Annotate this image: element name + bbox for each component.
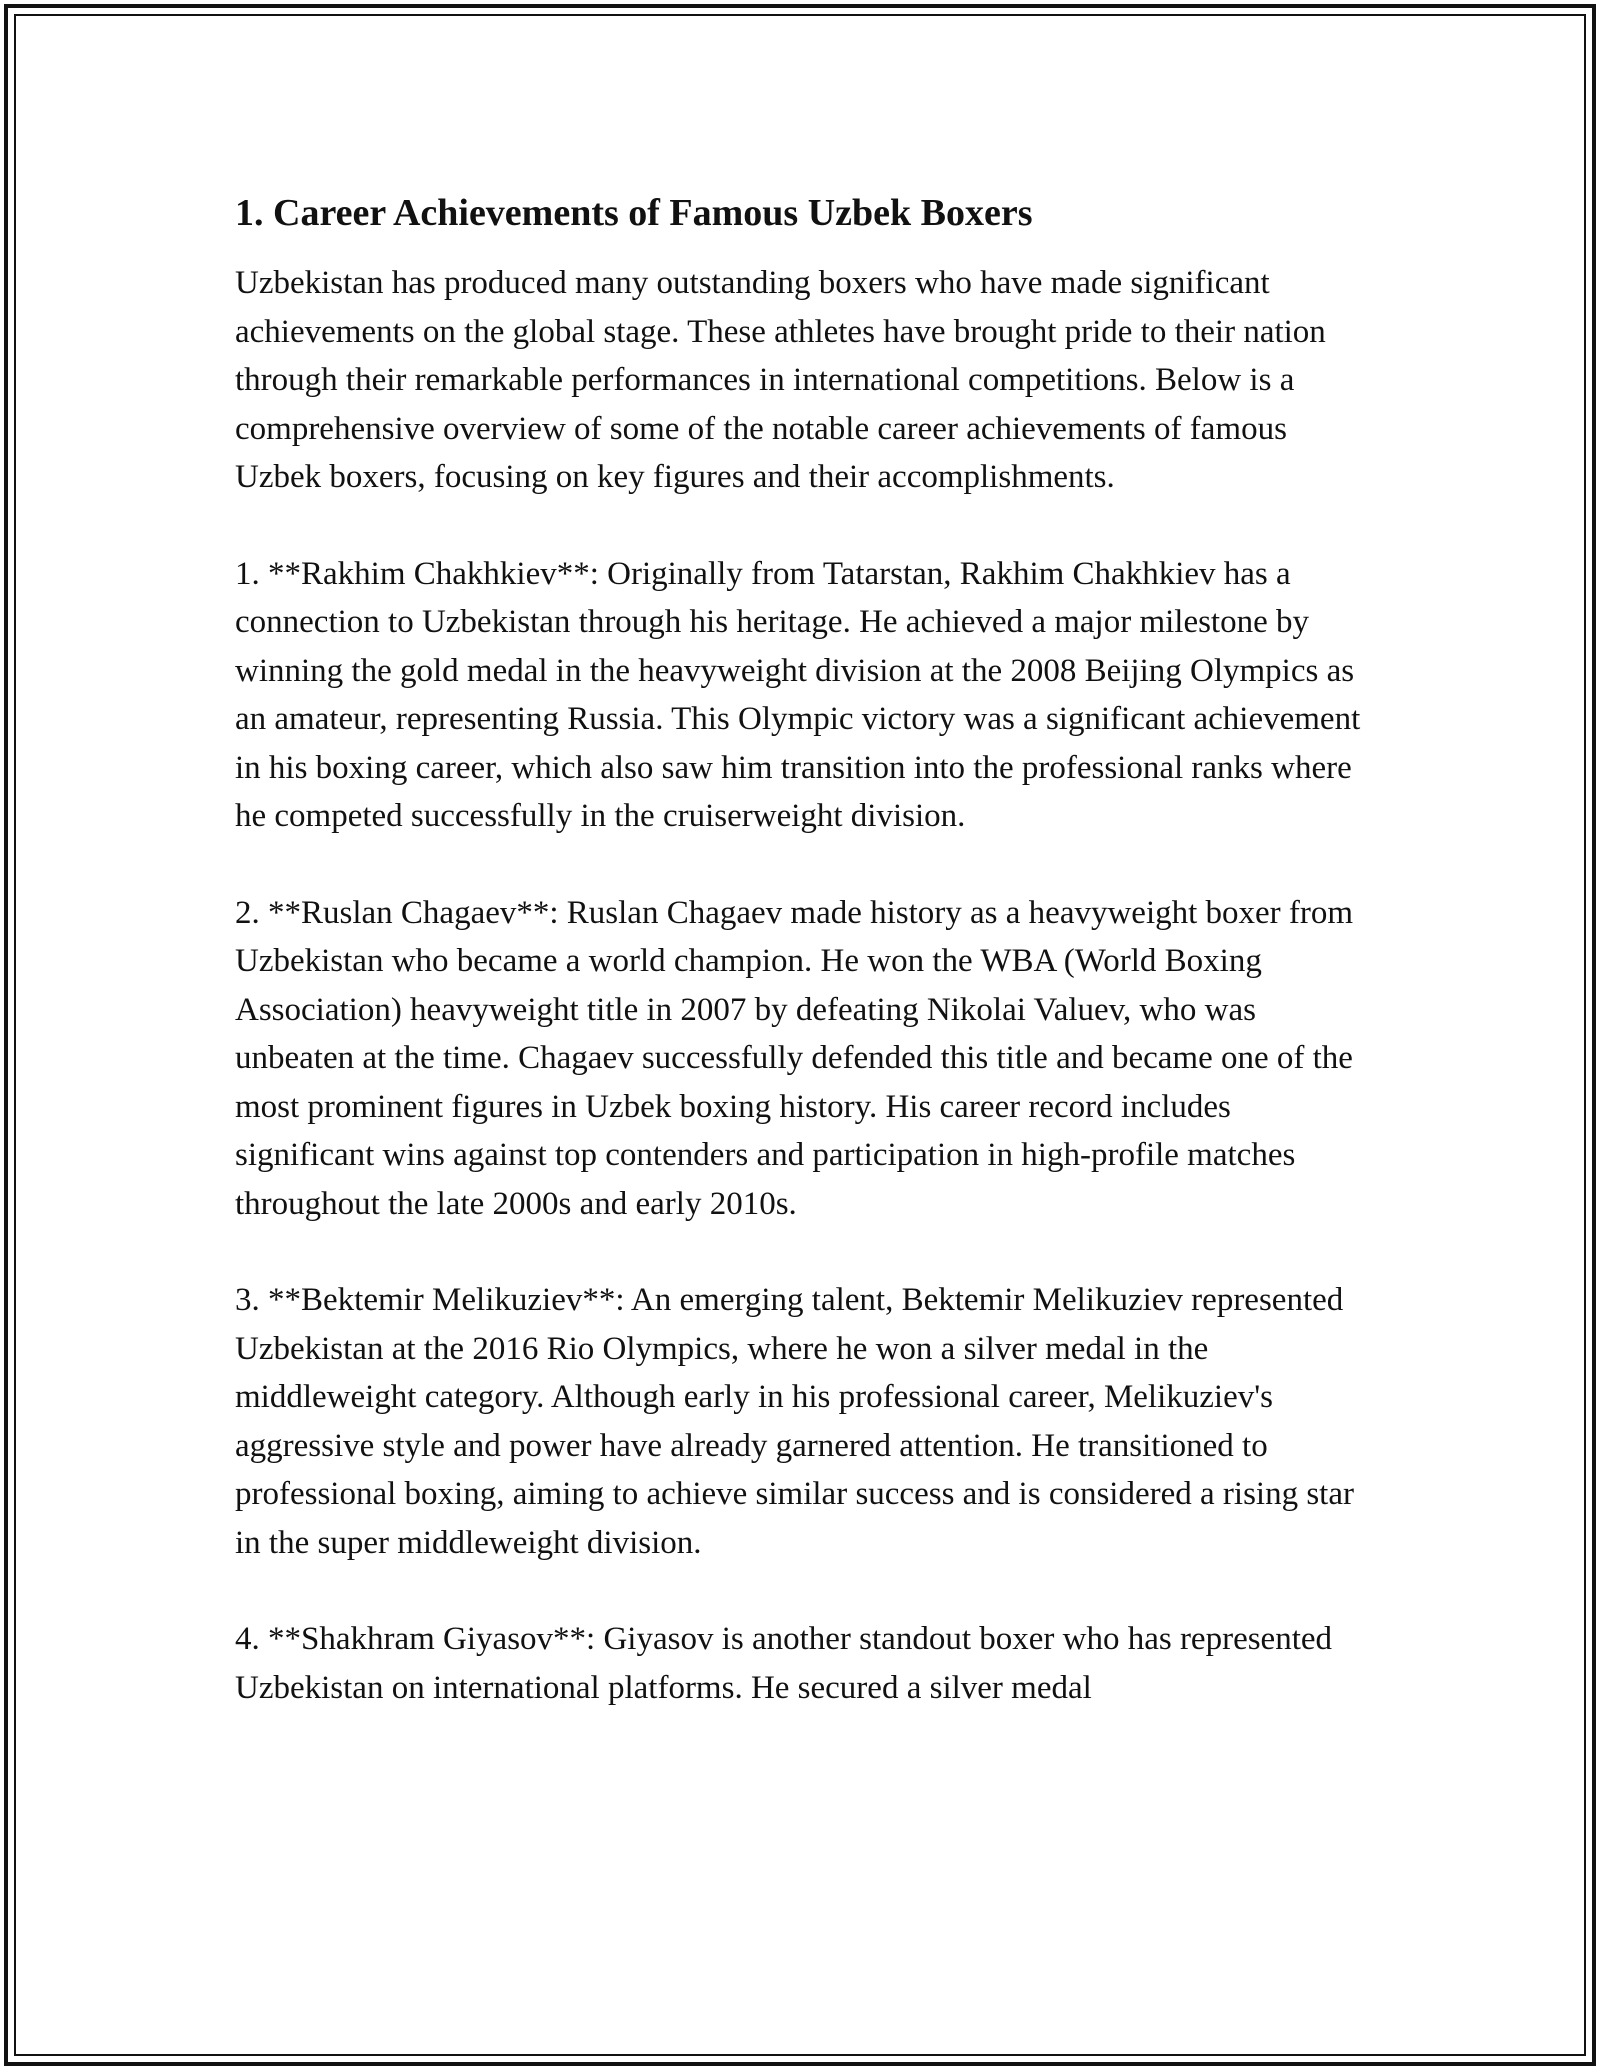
paragraph-chagaev: 2. **Ruslan Chagaev**: Ruslan Chagaev made history as a heavyweight boxer from Uzbekistan who became a world champion. He won the WBA (World Boxing Association) heavyweight title in 2007 by defeating Nikolai Valuev, who was unbeaten at the time. Chagaev successfully defended this title and became one of the most prominent figures in Uzbek boxing history. His career record includes significant wins against top contenders and participation in high-profile matches throughout the late 2000s and early 2010s. (235, 894, 1354, 1222)
document-body (235, 185, 1375, 1760)
section-heading: 1. Career Achievements of Famous Uzbek Boxers (235, 192, 1033, 234)
paragraph-melikuziev: 3. **Bektemir Melikuziev**: An emerging talent, Bektemir Melikuziev represented Uzbekistan at the 2016 Rio Olympics, where he won a silver medal in the middleweight category. Although early in his professional career, Melikuziev's aggressive style and power have already garnered attention. He transitioned to professional boxing, aiming to achieve similar success and is considered a rising star in the super middleweight division. (235, 1282, 1354, 1561)
paragraph-giyasov: 4. **Shakhram Giyasov**: Giyasov is another standout boxer who has represented Uzbekistan on international platforms. He secured a silver medal (235, 1621, 1333, 1706)
intro-paragraph: Uzbekistan has produced many outstanding boxers who have made significant achievements on the global stage. These athletes have brought pride to their nation through their remarkable performances in international competitions. Below is a comprehensive overview of some of the notable career achievements of famous Uzbek boxers, focusing on key figures and their accomplishments. (235, 265, 1326, 495)
paragraph-chakhkiev: 1. **Rakhim Chakhkiev**: Originally from Tatarstan, Rakhim Chakhkiev has a connection to Uzbekistan through his heritage. He achieved a major milestone by winning the gold medal in the heavyweight division at the 2008 Beijing Olympics as an amateur, representing Russia. This Olympic victory was a significant achievement in his boxing career, which also saw him transition into the professional ranks where he competed successfully in the cruiserweight division. (235, 555, 1361, 834)
